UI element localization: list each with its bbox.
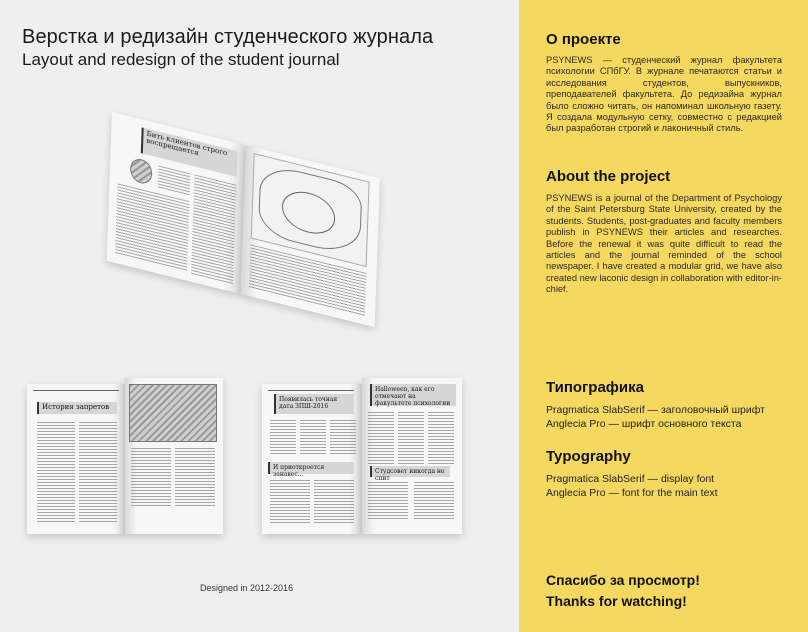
about-en-heading: About the project <box>546 168 671 185</box>
main-headline: Бить клиентов строго воспрещается <box>141 127 238 177</box>
main-magazine-mockup <box>104 112 380 397</box>
about-ru-text: PSYNEWS — студенческий журнал факультета психологии СПбГУ. В журнале печатаются статьи и исследования студентов, выпускников, преподавателей факультета. До редизайна журнал было сложно читать, он напоминал школьную газету. Я создала модульную сетку, совместно с редакцией был разработан строгий и лаконичный стиль. <box>546 55 782 134</box>
right-spread-headline-2: И приоткроется занавес… <box>268 462 354 474</box>
typography-ru-line-2: Anglecia Pro — шрифт основного текста <box>546 418 742 430</box>
right-spread-headline-1: Появилась точная дата ЗПШ-2016 <box>274 394 354 414</box>
typography-en-line-2: Anglecia Pro — font for the main text <box>546 487 718 499</box>
designed-caption: Designed in 2012-2016 <box>200 583 294 593</box>
typography-ru-heading: Типографика <box>546 379 644 396</box>
right-spread-page-2 <box>362 378 462 534</box>
title-russian: Верстка и редизайн студенческого журнала <box>22 26 434 48</box>
main-right-page <box>241 145 380 327</box>
about-en-text: PSYNEWS is a journal of the Department of Psychology of the Saint Petersburg State University, created by the students. Students, post-graduates and faculty members publish in PSYNEWS their articles and researches. Before the renewal it was quite difficult to read the articles and the journal reminded of the school newspaper. I have created a modular grid, we have also created new laconic design in collaboration with editor-in-chief. <box>546 193 782 295</box>
crowd-photo <box>129 384 217 442</box>
thanks-en: Thanks for watching! <box>546 593 687 609</box>
title-english: Layout and redesign of the student journal <box>22 50 340 69</box>
typography-en-heading: Typography <box>546 448 631 465</box>
right-spread-headline-3: Halloween, как его отмечают на факультете психологии <box>370 384 456 406</box>
left-spread-headline: История запретов <box>37 402 117 414</box>
about-ru-heading: О проекте <box>546 31 621 48</box>
right-spread-mockup <box>262 378 462 534</box>
left-spread-page-2 <box>125 378 223 534</box>
typography-en-line-1: Pragmatica SlabSerif — display font <box>546 473 715 485</box>
thanks-ru: Спасибо за просмотр! <box>546 572 700 588</box>
left-spread-mockup <box>23 378 223 534</box>
right-spread-page-1 <box>262 384 362 534</box>
right-spread-headline-4: Студсовет никогда не спит <box>370 466 450 477</box>
left-spread-page-1 <box>27 384 125 534</box>
portrait-photo <box>130 157 153 186</box>
typography-ru-line-1: Pragmatica SlabSerif — заголовочный шрифт <box>546 404 765 416</box>
main-left-page <box>107 112 246 294</box>
